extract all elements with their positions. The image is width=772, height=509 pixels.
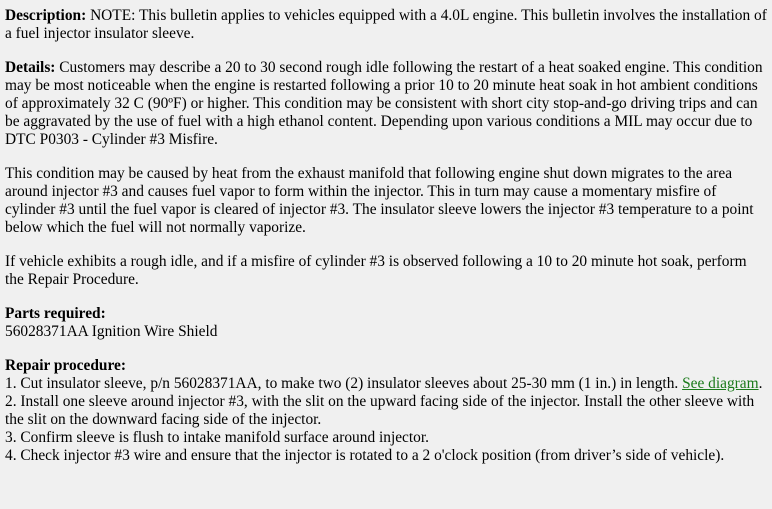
- details-text: Customers may describe a 20 to 30 second rough idle following the restart of a heat soaked engine. This condition may be most noticeable when the engine is restarted following a prior 10 to 20 minute heat soak in hot ambient conditions of approximately 32 C (90ºF) or higher. This condition may be consistent with short city stop-and-go driving trips and can be aggravated by the use of fuel with a high ethanol content. Depending upon various conditions a MIL may occur due to DTC P0303 - Cylinder #3 Misfire.: [5, 59, 763, 148]
- rough-idle-paragraph: If vehicle exhibits a rough idle, and if a misfire of cylinder #3 is observed following a 10 to 20 minute hot soak, perform the Repair Procedure.: [5, 253, 747, 288]
- details-paragraph: [5, 59, 767, 149]
- repair-step-3: 3. Confirm sleeve is flush to intake manifold surface around injector.: [5, 429, 429, 446]
- parts-section: [5, 305, 767, 341]
- repair-step-2: 2. Install one sleeve around injector #3, with the slit on the upward facing side of the injector. Install the other sleeve with the slit on the downward facing side of the injector.: [5, 393, 755, 428]
- heat-cause-paragraph: This condition may be caused by heat from the exhaust manifold that following engine shut down migrates to the area around injector #3 and causes fuel vapor to form within the injector. This in turn may cause a momentary misfire of cylinder #3 until the fuel vapor is cleared of injector #3. The insulator sleeve lowers the injector #3 temperature to a point below which the fuel will not normally vaporize.: [5, 165, 754, 236]
- description-text: NOTE: This bulletin applies to vehicles equipped with a 4.0L engine. This bulletin involves the installation of a fuel injector insulator sleeve.: [5, 7, 767, 42]
- repair-heading: Repair procedure:: [5, 357, 126, 374]
- repair-section: [5, 357, 767, 465]
- description-paragraph: [5, 7, 767, 43]
- see-diagram-link[interactable]: See diagram: [682, 375, 759, 392]
- parts-item: 56028371AA Ignition Wire Shield: [5, 323, 218, 340]
- repair-step-1-text: 1. Cut insulator sleeve, p/n 56028371AA, to make two (2) insulator sleeves about 25-30 mm (1 in.) in length.: [5, 375, 683, 392]
- repair-step-4: 4. Check injector #3 wire and ensure that the injector is rotated to a 2 o'clock position (from driver’s side of vehicle).: [5, 447, 725, 464]
- parts-heading: Parts required:: [5, 305, 106, 322]
- repair-step-1-end: .: [758, 375, 763, 392]
- repair-step-1: [5, 375, 767, 393]
- description-label: Description:: [5, 7, 87, 24]
- details-label: Details:: [5, 59, 56, 76]
- bulletin-document: [5, 7, 767, 465]
